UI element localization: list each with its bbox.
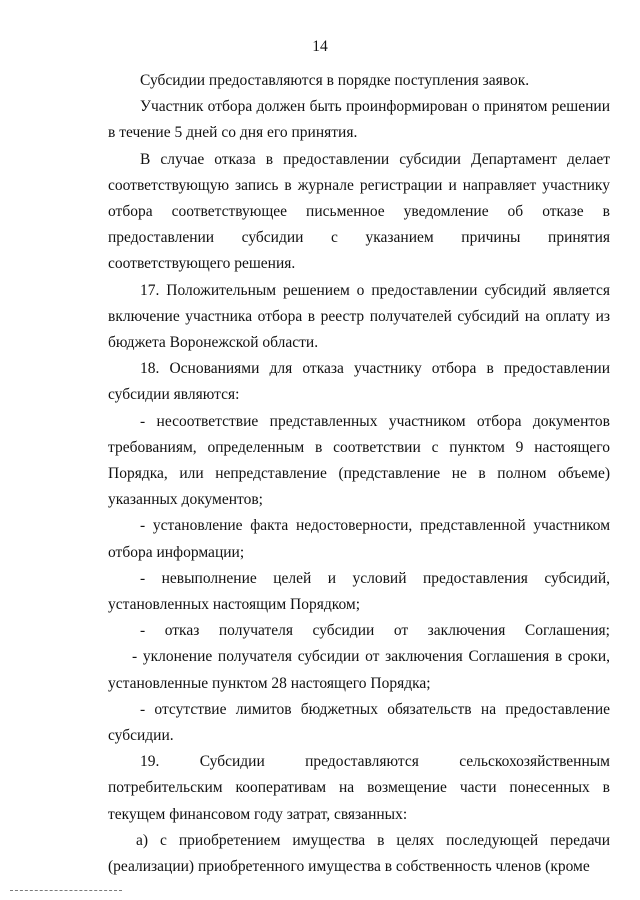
paragraph-participant-notice: Участник отбора должен быть проинформирован о принятом решении в течение 5 дней со дня его принятия.: [108, 98, 610, 142]
paragraph-item-19-a: а) с приобретением имущества в целях последующей передачи (реализации) приобретенного имущества в собственность членов (кроме: [108, 831, 610, 876]
list-item-nonfulfillment: - невыполнение целей и условий предоставления субсидий, установленных настоящим Порядком;: [108, 569, 610, 614]
paragraph-item-17: 17. Положительным решением о предоставлении субсидий является включение участника отбора в реестр получателей субсидий на оплату из бюджета Воронежской области.: [108, 281, 610, 352]
paragraph-item-19: 19. Субсидии предоставляются сельскохозяйственным потребительским кооперативам на возмещение части понесенных в текущем финансовом году затрат, связанных:: [108, 753, 610, 823]
paragraph-subsidy-order: Субсидии предоставляются в порядке поступления заявок.: [140, 72, 530, 89]
document-body: [108, 68, 610, 880]
list-item-no-limits: - отсутствие лимитов бюджетных обязательств на предоставление субсидии.: [108, 700, 610, 745]
footer-separator-line: [10, 890, 122, 891]
list-item-noncompliance: - несоответствие представленных участником отбора документов требованиям, определенным в соответствии с пунктом 9 настоящего Порядка, или непредставление (представление не в полном объеме) указанных документов;: [108, 412, 610, 509]
list-item-refusal-agreement: - отказ получателя субсидии от заключения Соглашения;: [140, 622, 610, 640]
paragraph-item-18: 18. Основаниями для отказа участнику отбора в предоставлении субсидии являются:: [108, 360, 610, 404]
paragraph-refusal-case: В случае отказа в предоставлении субсидии Департамент делает соответствующую запись в журнале регистрации и направляет участнику отбора соответствующее письменное уведомление об отказе в предоставлении субсидии с указанием причины принятия соответствующего решения.: [108, 150, 610, 273]
list-item-evasion-agreement: - уклонение получателя субсидии от заключения Соглашения в сроки, установленные пунктом 28 настоящего Порядка;: [108, 648, 610, 692]
page-number: 14: [312, 38, 328, 55]
list-item-unreliability: - установление факта недостоверности, представленной участником отбора информации;: [108, 517, 610, 561]
